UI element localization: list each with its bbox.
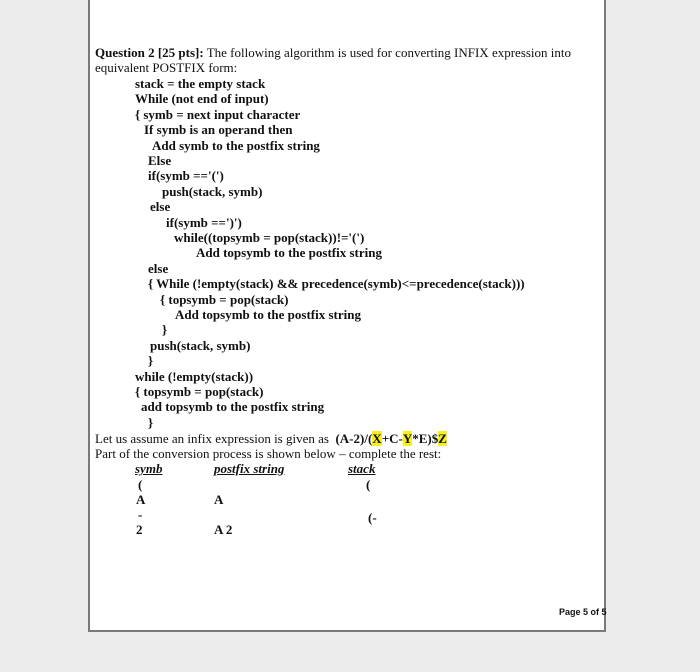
algo-line: { While (!empty(stack) && precedence(symb)<=precedence(stack))) [148,276,525,291]
assume-line [95,431,447,447]
algo-line: Add symb to the postfix string [152,138,320,153]
expr-part: +C- [381,431,403,446]
row-symb: 2 [136,522,143,537]
algo-line: Else [148,153,172,168]
question-text-1: The following algorithm is used for converting INFIX expression into [203,45,572,60]
algo-line: if(symb =='(') [148,168,224,183]
question-line-1 [95,45,571,61]
header-symb: symb [135,461,163,476]
expr-highlight: Z [438,431,447,446]
algo-line: stack = the empty stack [135,76,266,91]
algo-line: if(symb ==')') [166,215,242,230]
algo-line: While (not end of input) [135,91,269,106]
expr-part: (A-2)/( [335,431,373,446]
expr-highlight: X [372,431,382,446]
infix-expression [335,431,446,446]
algo-line: while (!empty(stack)) [135,369,254,384]
algo-line: add topsymb to the postfix string [141,399,325,414]
row-symb: A [136,492,146,507]
algo-line: If symb is an operand then [144,122,293,137]
expr-part: *E)$ [412,431,439,446]
algo-line: { topsymb = pop(stack) [135,384,264,399]
algo-line: push(stack, symb) [162,184,263,199]
row-symb: - [138,507,143,522]
algo-line: else [148,261,169,276]
header-postfix: postfix string [214,461,285,476]
algo-line: } [148,353,154,368]
page-number: Page 5 of 5 [559,607,607,617]
algo-line: while((topsymb = pop(stack))!='(') [174,230,365,245]
algo-line: { symb = next input character [135,107,301,122]
algo-line: { topsymb = pop(stack) [160,292,289,307]
algo-line: else [150,199,171,214]
question-label: Question 2 [25 pts]: [95,45,204,60]
part-line: Part of the conversion process is shown below – complete the rest: [95,446,442,461]
row-stack: ( [366,477,371,492]
row-stack: (- [368,510,377,525]
algo-line: Add topsymb to the postfix string [175,307,361,322]
row-symb: ( [138,477,143,492]
question-line-2: equivalent POSTFIX form: [95,60,238,75]
algo-line: push(stack, symb) [150,338,251,353]
row-postfix: A 2 [214,522,233,537]
assume-text: Let us assume an infix expression is given as [95,431,329,446]
row-postfix: A [214,492,224,507]
algo-line: } [148,415,154,430]
algo-line: Add topsymb to the postfix string [196,245,382,260]
algo-line: } [162,322,168,337]
expr-highlight: Y [402,431,413,446]
header-stack: stack [348,461,376,476]
